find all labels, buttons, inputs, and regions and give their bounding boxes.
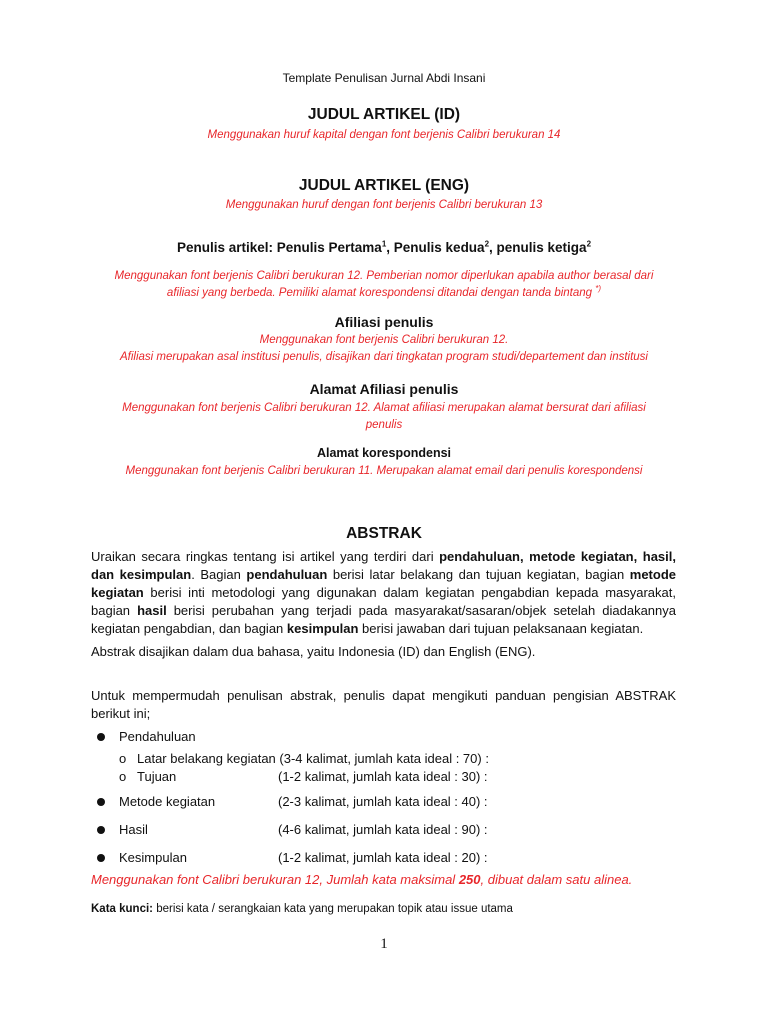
note-alamat-line-1: Menggunakan font berjenis Calibri berukuran 12. Alamat afiliasi merupakan alamat bersurat dari afiliasi (122, 402, 646, 414)
bullet-icon (97, 798, 105, 806)
author-line (60, 240, 708, 255)
author-mid-2: , penulis ketiga (489, 240, 587, 255)
list-item-kesimpulan-desc: (1-2 kalimat, jumlah kata ideal : 20) : (278, 850, 488, 865)
list-item-metode-label: Metode kegiatan (119, 794, 216, 809)
author-sup-2: 2 (484, 239, 490, 249)
note-abstrak: Menggunakan font Calibri berukuran 12, Jumlah kata maksimal 250, dibuat dalam satu alinea. (91, 872, 633, 887)
page-number: 1 (380, 936, 388, 952)
kata-kunci-label: Kata kunci: (91, 903, 153, 915)
list-item-latar: Latar belakang kegiatan (3-4 kalimat, jumlah kata ideal : 70) : (137, 751, 489, 766)
note-alamat-line-2: penulis (365, 419, 403, 431)
note-authors-line-1: Menggunakan font berjenis Calibri berukuran 12. Pemberian nomor diperlukan apabila author berasal dari (114, 270, 654, 282)
afiliasi-heading: Afiliasi penulis (334, 314, 434, 330)
alamat-afiliasi-heading: Alamat Afiliasi penulis (309, 381, 459, 397)
bullet-icon (97, 854, 105, 862)
kata-kunci-text: berisi kata / serangkaian kata yang merupakan topik atau issue utama (153, 903, 513, 915)
title-eng: JUDUL ARTIKEL (ENG) (298, 177, 470, 194)
bullet-icon (97, 826, 105, 834)
note-authors-line-2: afiliasi yang berbeda. Pemiliki alamat korespondensi ditandai dengan tanda bintang *) (166, 284, 602, 299)
author-sup-3: 2 (586, 239, 592, 249)
author-mid-1: , Penulis kedua (386, 240, 485, 255)
list-item-hasil-label: Hasil (119, 822, 148, 837)
author-prefix: Penulis artikel: Penulis Pertama (176, 240, 382, 255)
running-head: Template Penulisan Jurnal Abdi Insani (282, 71, 486, 85)
note-afiliasi-line-1: Menggunakan font berjenis Calibri berukuran 12. (259, 334, 509, 346)
note-title-eng: Menggunakan huruf dengan font berjenis Calibri berukuran 13 (225, 199, 543, 211)
title-id: JUDUL ARTIKEL (ID) (307, 106, 461, 123)
abstrak-paragraph: Uraikan secara ringkas tentang isi artikel yang terdiri dari pendahuluan, metode kegiatan, hasil, dan kesimpulan. Bagian pendahuluan berisi latar belakang dan tujuan kegiatan, bagian metode kegiatan berisi inti metodologi yang digunakan dalam kegiatan pengabdian kepada masyarakat, bagian hasil berisi perubahan yang terjadi pada masyarakat/sasaran/objek setelah diadakannya kegiatan pengabdian, dan bagian kesimpulan berisi jawaban dari tujuan pelaksanaan kegiatan. (91, 549, 676, 636)
list-item-hasil-desc: (4-6 kalimat, jumlah kata ideal : 90) : (278, 822, 488, 837)
asterisk-mark: *) (595, 284, 602, 294)
note-korespondensi: Menggunakan font berjenis Calibri berukuran 11. Merupakan alamat email dari penulis korespondensi (125, 465, 643, 477)
korespondensi-heading: Alamat korespondensi (316, 446, 452, 460)
list-item-tujuan-label: Tujuan (137, 769, 177, 784)
note-authors (60, 268, 708, 302)
panduan-paragraph: Untuk mempermudah penulisan abstrak, penulis dapat mengikuti panduan pengisian ABSTRAK berikut ini; (91, 688, 676, 721)
note-title-id: Menggunakan huruf kapital dengan font berjenis Calibri berukuran 14 (207, 129, 561, 141)
list-item-kesimpulan-label: Kesimpulan (119, 850, 187, 865)
list-item-tujuan-desc: (1-2 kalimat, jumlah kata ideal : 30) : (278, 769, 488, 784)
note-afiliasi-line-2: Afiliasi merupakan asal institusi penulis, disajikan dari tingkatan program studi/departement dan institusi (119, 351, 648, 363)
note-afiliasi (60, 332, 708, 366)
note-alamat (60, 400, 708, 434)
bullet-icon (97, 733, 105, 741)
list-item-pendahuluan: Pendahuluan (119, 729, 196, 744)
bahasa-paragraph: Abstrak disajikan dalam dua bahasa, yaitu Indonesia (ID) dan English (ENG). (91, 644, 536, 659)
author-sup-1: 1 (381, 239, 387, 249)
abstrak-heading: ABSTRAK (346, 525, 422, 542)
list-item-metode-desc: (2-3 kalimat, jumlah kata ideal : 40) : (278, 794, 488, 809)
kata-kunci (91, 903, 513, 915)
sub-bullet-icon: o (119, 769, 127, 784)
sub-bullet-icon: o (119, 751, 127, 766)
